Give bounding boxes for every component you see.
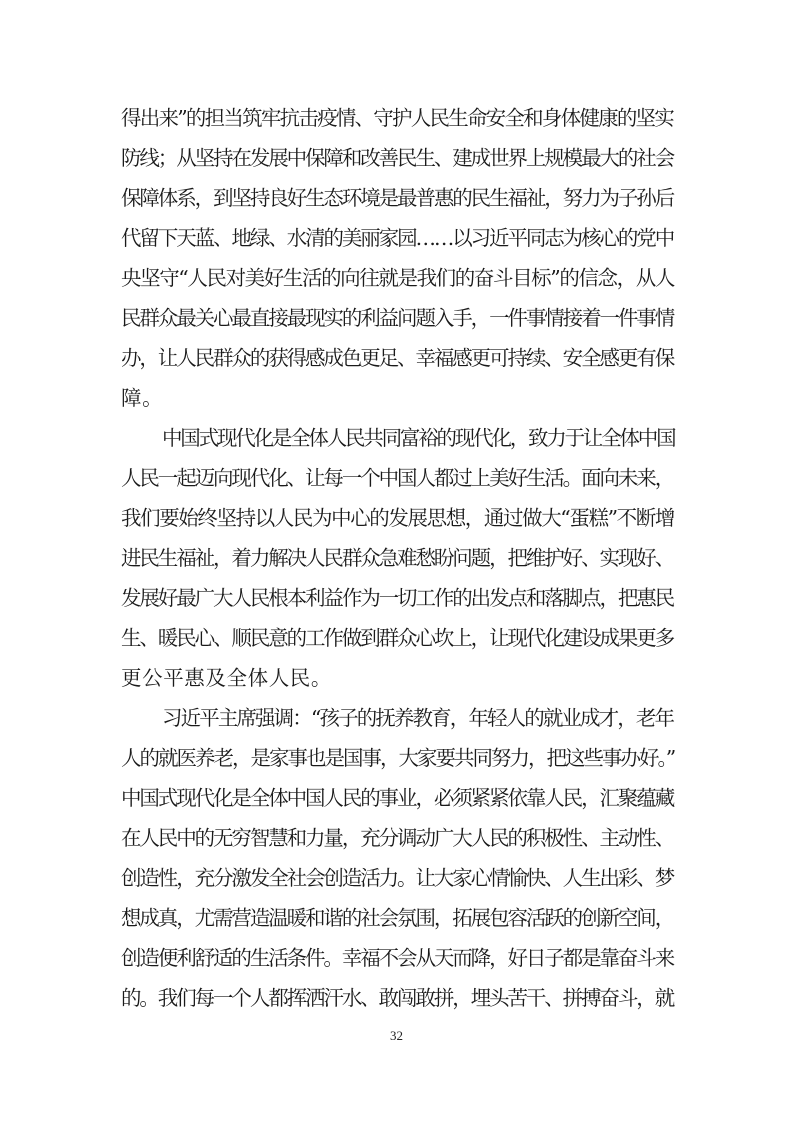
- paragraph-2-line-7: 更公平惠及全体人民。: [121, 666, 332, 690]
- paragraph-2-line-4: 进民生福祉，着力解决人民群众急难愁盼问题，把维护好、实现好、: [121, 546, 673, 570]
- paragraph-2-line-1: 中国式现代化是全体人民共同富裕的现代化，致力于让全体中国: [162, 426, 675, 450]
- page-number: 32: [390, 1028, 403, 1043]
- paragraph-2-line-3: 我们要始终坚持以人民为中心的发展思想，通过做大“蛋糕”不断增: [121, 506, 674, 530]
- paragraph-1-line-6: 民群众最关心最直接最现实的利益问题入手，一件事情接着一件事情: [121, 306, 673, 330]
- paragraph-1-line-7: 办，让人民群众的获得感成色更足、幸福感更可持续、安全感更有保: [121, 346, 673, 370]
- paragraph-1-line-4: 代留下天蓝、地绿、水清的美丽家园……以习近平同志为核心的党中: [121, 226, 673, 250]
- paragraph-3-line-4: 在人民中的无穷智慧和力量，充分调动广大人民的积极性、主动性、: [121, 826, 673, 850]
- paragraph-1-line-1: 得出来”的担当筑牢抗击疫情、守护人民生命安全和身体健康的坚实: [121, 106, 673, 130]
- paragraph-1-line-2: 防线；从坚持在发展中保障和改善民生、建成世界上规模最大的社会: [121, 146, 673, 170]
- paragraph-1-line-3: 保障体系，到坚持良好生态环境是最普惠的民生福祉，努力为子孙后: [121, 186, 673, 210]
- paragraph-3-line-3: 中国式现代化是全体中国人民的事业，必须紧紧依靠人民，汇聚蕴藏: [121, 786, 673, 810]
- paragraph-3-line-6: 想成真，尤需营造温暖和谐的社会氛围，拓展包容活跃的创新空间，: [121, 906, 673, 930]
- paragraph-2-line-6: 生、暖民心、顺民意的工作做到群众心坎上，让现代化建设成果更多: [121, 626, 673, 650]
- paragraph-3-line-1: 习近平主席强调：“孩子的抚养教育，年轻人的就业成才，老年: [162, 706, 673, 730]
- paragraph-3-line-7: 创造便利舒适的生活条件。幸福不会从天而降，好日子都是靠奋斗来: [121, 946, 673, 970]
- paragraph-2-line-2: 人民一起迈向现代化、让每一个中国人都过上美好生活。面向未来，: [121, 466, 673, 490]
- paragraph-3-line-5: 创造性，充分激发全社会创造活力。让大家心情愉快、人生出彩、梦: [121, 866, 673, 890]
- paragraph-3-line-2: 人的就医养老，是家事也是国事，大家要共同努力，把这些事办好。”: [121, 746, 675, 770]
- paragraph-1-line-5: 央坚守“人民对美好生活的向往就是我们的奋斗目标”的信念，从人: [121, 266, 674, 290]
- paragraph-3-line-8: 的。我们每一个人都挥洒汗水、敢闯敢拼，埋头苦干、拼搏奋斗，就: [121, 986, 673, 1010]
- paragraph-2-line-5: 发展好最广大人民根本利益作为一切工作的出发点和落脚点，把惠民: [121, 586, 673, 610]
- paragraph-1-line-8: 障。: [121, 386, 164, 410]
